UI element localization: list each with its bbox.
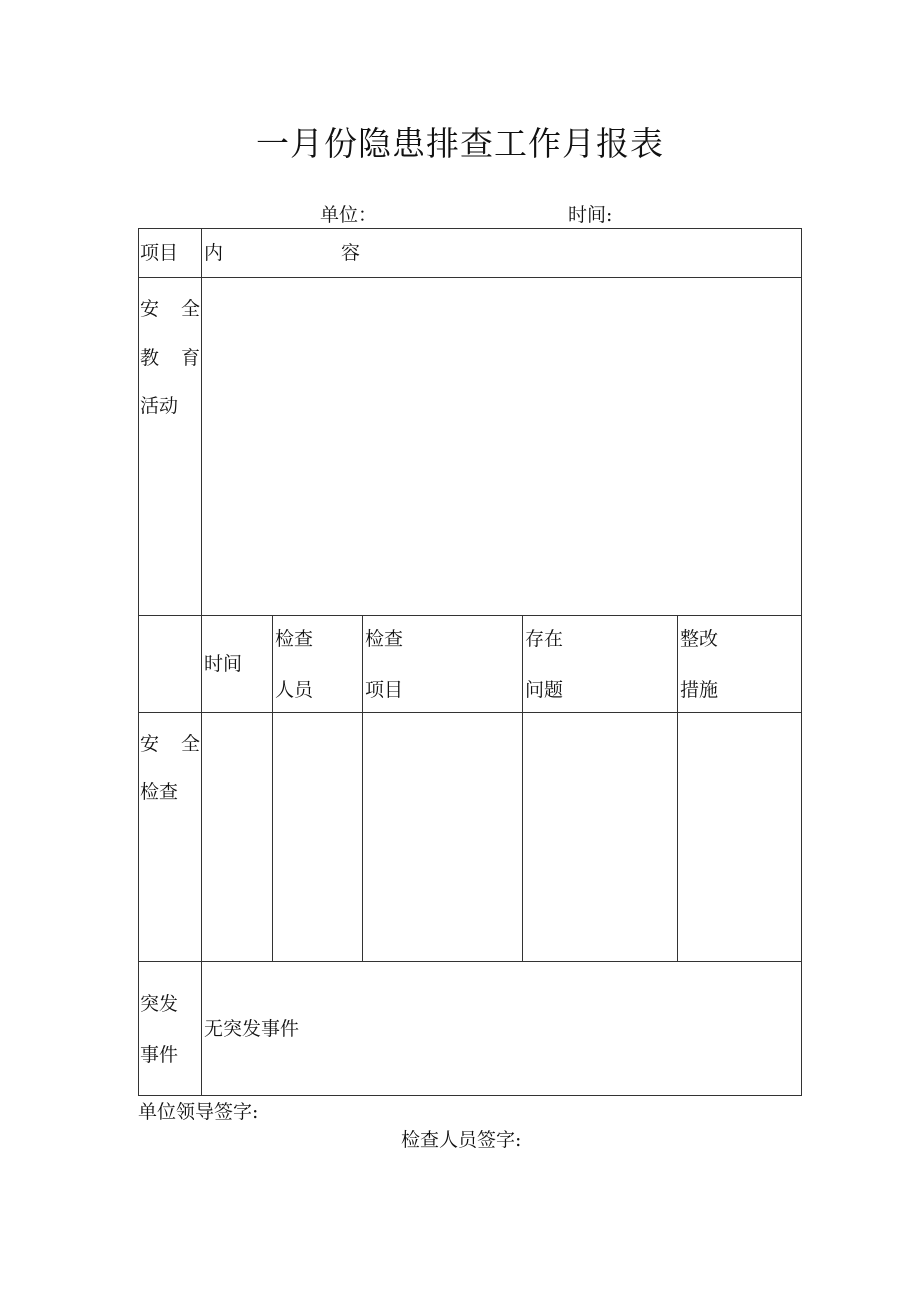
- leader-signature-label: 单位领导签字:: [138, 1101, 259, 1123]
- col-header-item: 项目: [140, 242, 179, 264]
- insp-fix-cell[interactable]: [678, 713, 801, 961]
- insp-header-inspector-1: 检查: [275, 628, 314, 650]
- col-header-content-a: 内: [204, 242, 224, 264]
- incident-label-line1: 突发: [140, 993, 179, 1015]
- table-border-top: [138, 228, 802, 229]
- table-row-divider: [138, 615, 802, 616]
- page-title: 一月份隐患排查工作月报表: [256, 124, 664, 163]
- insp-header-time: 时间: [204, 653, 243, 675]
- inspector-signature-label: 检查人员签字:: [401, 1129, 522, 1151]
- insp-problem-cell[interactable]: [523, 713, 677, 961]
- insp-header-inspector-2: 人员: [275, 679, 314, 701]
- edu-content-cell[interactable]: [202, 278, 801, 615]
- insp-header-fix-2: 措施: [680, 679, 719, 701]
- insp-header-problem-1: 存在: [525, 628, 564, 650]
- insp-header-item-2: 项目: [365, 679, 404, 701]
- edu-label-line2: 教 育: [140, 347, 200, 369]
- insp-header-problem-2: 问题: [525, 679, 564, 701]
- insp-time-cell[interactable]: [202, 713, 272, 961]
- incident-label-line2: 事件: [140, 1044, 179, 1066]
- table-row-divider: [138, 961, 802, 962]
- col-header-content-b: 容: [341, 242, 361, 264]
- table-border-right: [801, 228, 802, 1096]
- insp-inspector-cell[interactable]: [273, 713, 362, 961]
- insp-header-fix-1: 整改: [680, 628, 719, 650]
- unit-label: 单位：: [320, 204, 378, 226]
- table-border-left: [138, 228, 139, 1096]
- edu-label-line1: 安 全: [140, 298, 200, 320]
- insp-item-cell[interactable]: [363, 713, 522, 961]
- insp-label-line2: 检查: [140, 781, 179, 803]
- table-border-bottom: [138, 1095, 802, 1096]
- edu-label-line3: 活动: [140, 395, 179, 417]
- insp-label-line1: 安 全: [140, 733, 200, 755]
- incident-value: 无突发事件: [204, 1018, 300, 1040]
- time-label: 时间:: [568, 204, 613, 226]
- insp-header-item-1: 检查: [365, 628, 404, 650]
